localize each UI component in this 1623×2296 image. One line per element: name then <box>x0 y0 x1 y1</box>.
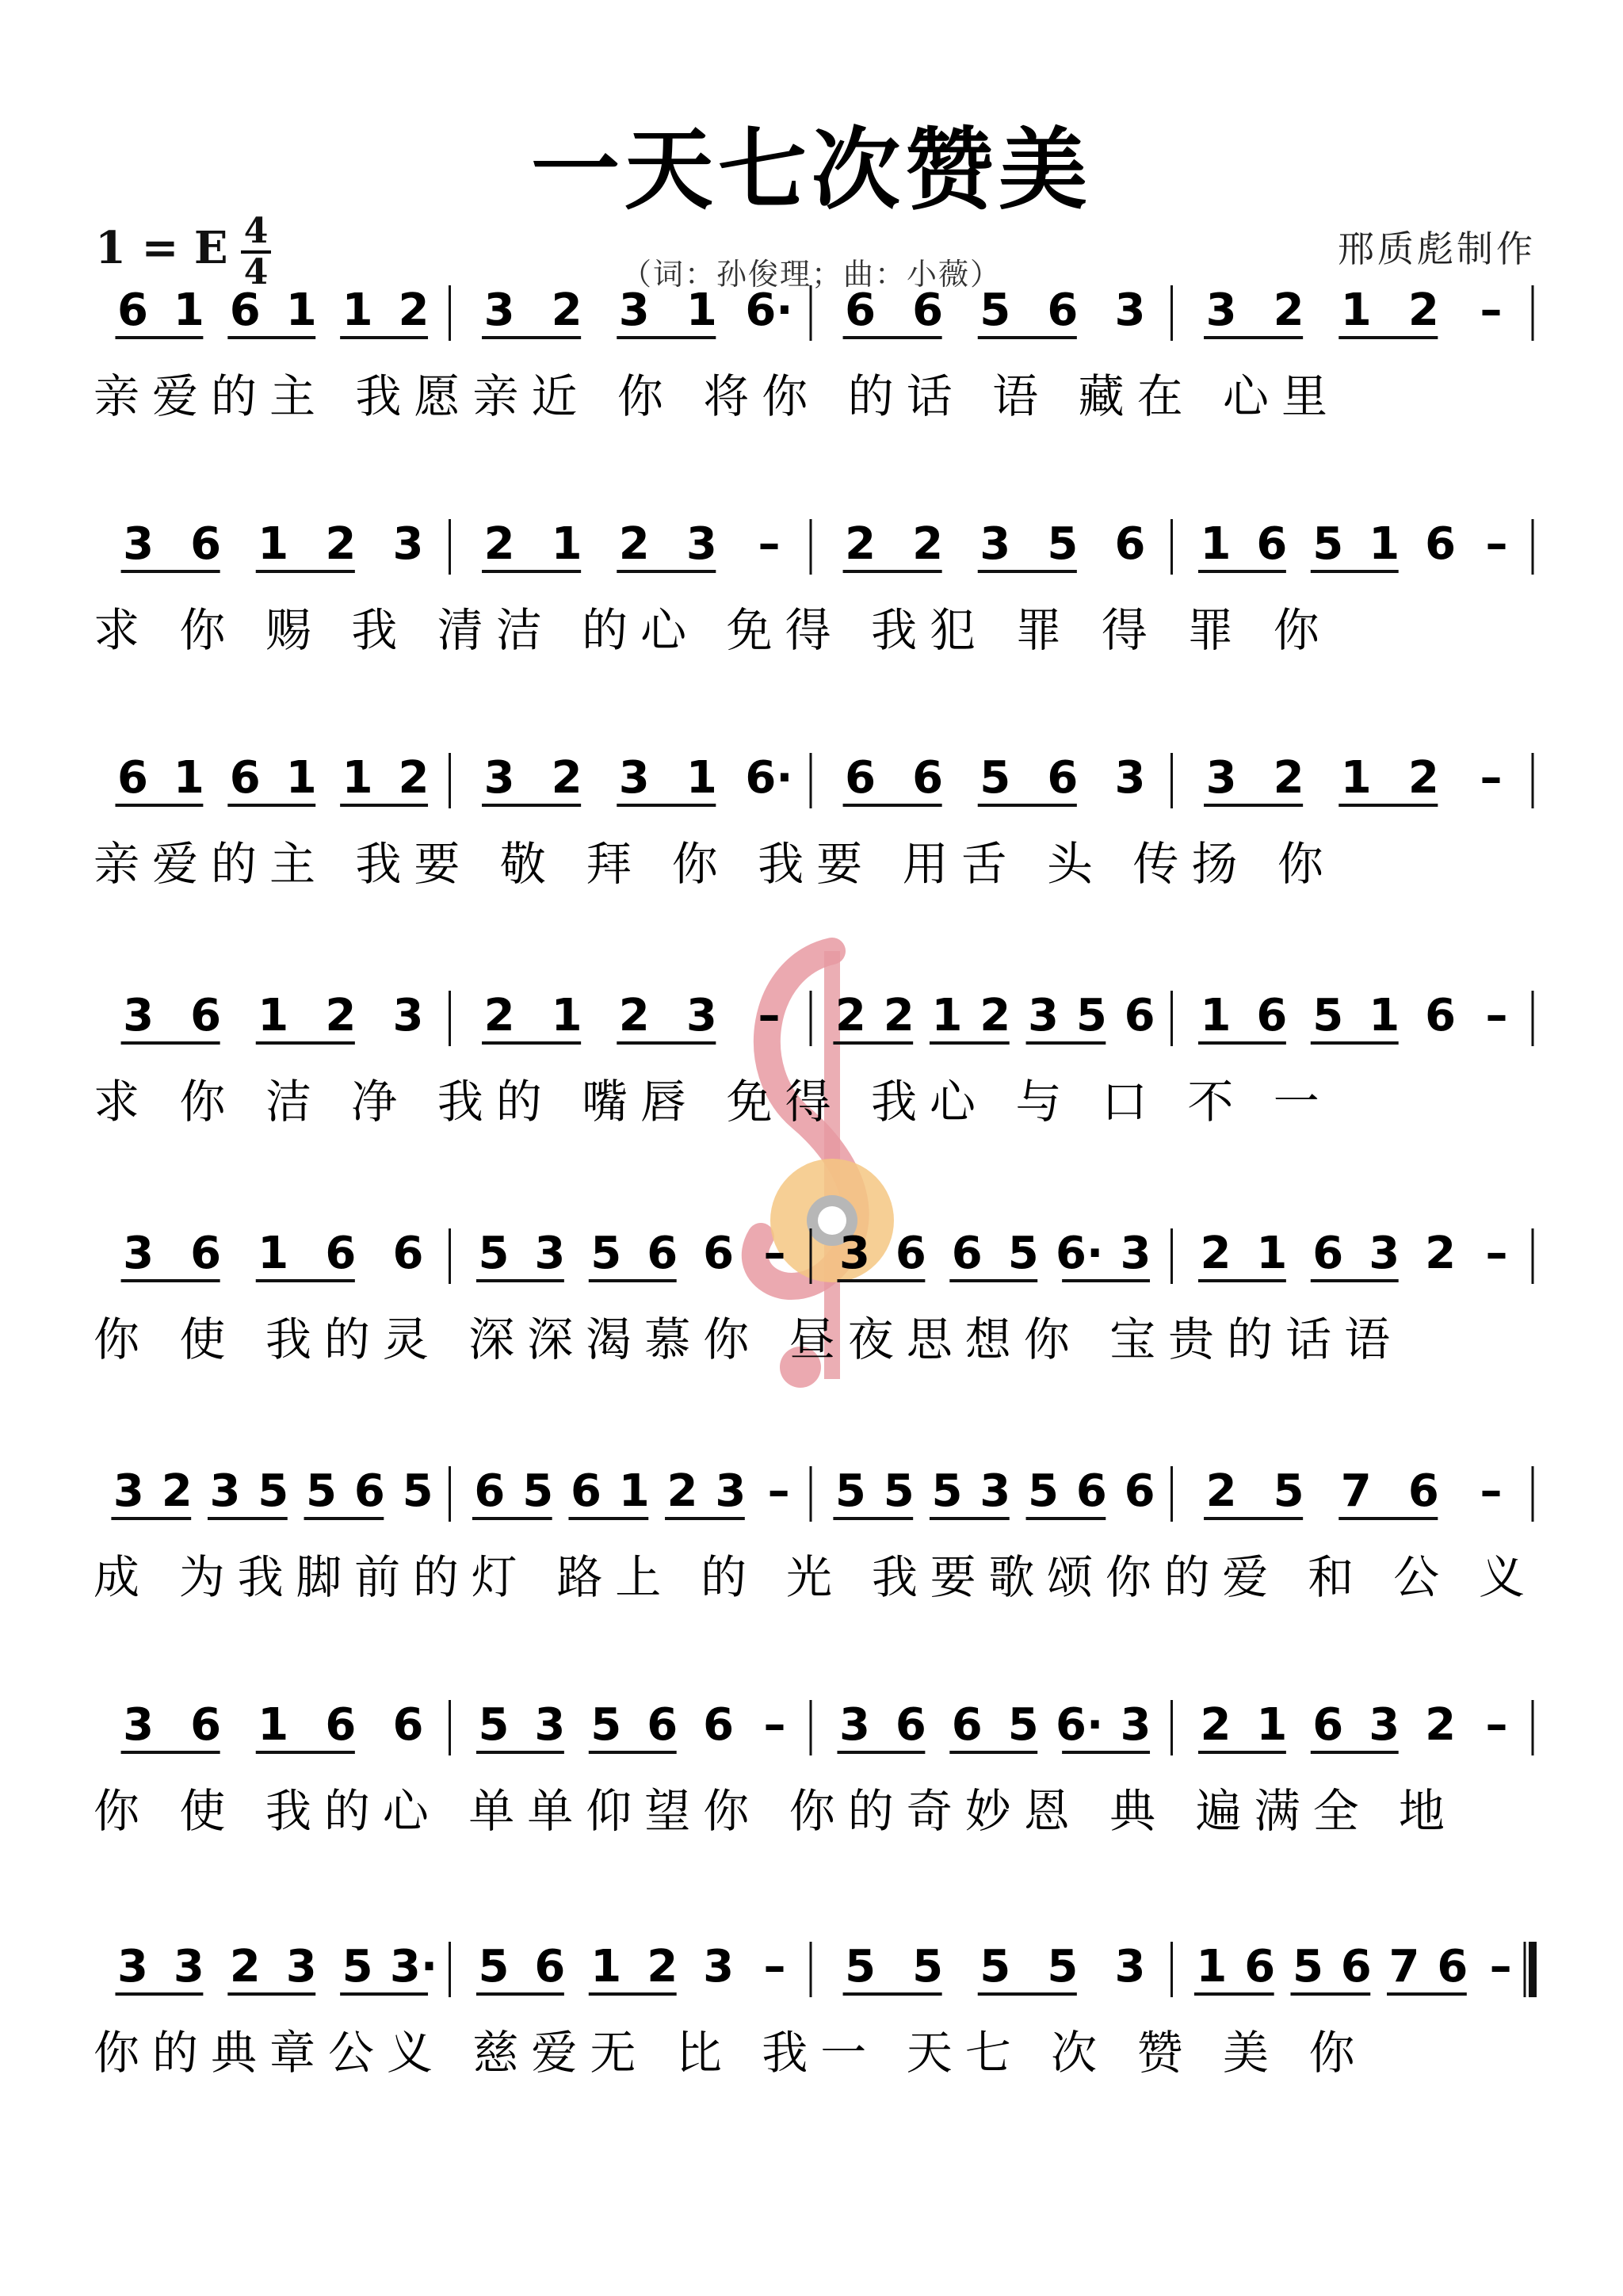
note-l3-m3-n3: 5 <box>980 752 1011 804</box>
note-l8-m1-n3: 2 <box>229 1941 261 1992</box>
note-l3-m2-n4: 1 <box>685 752 717 804</box>
note-l1-m3-n3: 5 <box>980 285 1011 336</box>
note-l8-m2-n6: – <box>763 1941 786 1992</box>
note-l8-m4-n4: 6 <box>1340 1941 1372 1992</box>
note-l5-m3-n5: 6· <box>1056 1228 1104 1279</box>
note-l2-m3-n4: 5 <box>1047 518 1079 570</box>
note-l5-m1-n5: 6 <box>392 1228 424 1279</box>
lyric-line-6: 成 为我脚前的灯 路上 的 光 我要歌颂你的爱 和 公 义 <box>94 1550 1537 1604</box>
note-l5-m2-n3: 5 <box>590 1228 622 1279</box>
note-l1-m1-n5: 1 <box>342 285 373 336</box>
note-l3-m2-n3: 3 <box>618 752 650 804</box>
note-l1-m3-n5: 3 <box>1114 285 1146 336</box>
note-l5-m4-n2: 1 <box>1256 1228 1288 1279</box>
note-l6-m2-n4: 1 <box>618 1465 650 1517</box>
lyric-line-7: 你 使 我的心 单单仰望你 你的奇妙恩 典 遍满全 地 <box>94 1784 1458 1838</box>
note-l5-m4-n1: 2 <box>1200 1228 1232 1279</box>
note-l1-m1-n1: 6 <box>116 285 148 336</box>
note-l4-m1-n3: 1 <box>258 990 289 1041</box>
note-l1-m1-n2: 1 <box>173 285 204 336</box>
note-l2-m2-n3: 2 <box>618 518 650 570</box>
note-l4-m1-n4: 2 <box>325 990 357 1041</box>
note-l8-m4-n2: 6 <box>1244 1941 1276 1992</box>
note-l4-m3-n6: 5 <box>1075 990 1107 1041</box>
note-l4-m4-n4: 1 <box>1369 990 1400 1041</box>
note-l5-m3-n3: 6 <box>951 1228 983 1279</box>
note-l7-m4-n4: 3 <box>1369 1699 1400 1751</box>
song-title: 一天七次赞美 <box>531 118 1092 222</box>
note-l5-m2-n5: 6 <box>703 1228 735 1279</box>
note-l5-m2-n1: 5 <box>478 1228 510 1279</box>
note-l7-m1-n4: 6 <box>325 1699 357 1751</box>
note-l5-m4-n5: 2 <box>1425 1228 1457 1279</box>
note-l2-m3-n3: 3 <box>980 518 1011 570</box>
note-l5-m3-n4: 5 <box>1007 1228 1039 1279</box>
note-l5-m2-n4: 6 <box>647 1228 678 1279</box>
note-l8-m4-n5: 7 <box>1388 1941 1420 1992</box>
note-l1-m4-n1: 3 <box>1205 285 1237 336</box>
note-l3-m4-n2: 2 <box>1273 752 1304 804</box>
note-l5-m4-n6: – <box>1485 1228 1508 1279</box>
note-l1-m1-n3: 6 <box>229 285 261 336</box>
lyric-line-3: 亲爱的主 我要 敬 拜 你 我要 用舌 头 传扬 你 <box>94 837 1336 891</box>
note-l7-m3-n5: 6· <box>1056 1699 1104 1751</box>
note-l3-m2-n2: 2 <box>551 752 582 804</box>
note-l8-m1-n2: 3 <box>173 1941 204 1992</box>
note-l7-m1-n1: 3 <box>123 1699 155 1751</box>
note-l7-m2-n3: 5 <box>590 1699 622 1751</box>
note-l8-m1-n4: 3 <box>285 1941 317 1992</box>
key-signature: 1 = E <box>95 222 228 274</box>
note-l5-m4-n3: 6 <box>1312 1228 1344 1279</box>
note-l7-m1-n3: 1 <box>258 1699 289 1751</box>
note-l3-m1-n2: 1 <box>173 752 204 804</box>
note-l2-m2-n5: – <box>758 518 781 570</box>
note-l8-m4-n3: 5 <box>1292 1941 1323 1992</box>
note-l7-m4-n2: 1 <box>1256 1699 1288 1751</box>
note-l2-m3-n1: 2 <box>845 518 876 570</box>
note-l1-m3-n2: 6 <box>912 285 944 336</box>
note-l6-m4-n2: 5 <box>1273 1465 1304 1517</box>
note-l1-m4-n2: 2 <box>1273 285 1304 336</box>
note-l4-m2-n5: – <box>758 990 781 1041</box>
note-l3-m2-n1: 3 <box>483 752 515 804</box>
note-l7-m4-n1: 2 <box>1200 1699 1232 1751</box>
note-l8-m4-n1: 1 <box>1196 1941 1228 1992</box>
note-l2-m4-n2: 6 <box>1256 518 1288 570</box>
note-l8-m4-n7: – <box>1489 1941 1512 1992</box>
note-l2-m1-n2: 6 <box>190 518 222 570</box>
note-l1-m2-n5: 6· <box>745 285 793 336</box>
lyric-line-4: 求 你 洁 净 我的 嘴唇 免得 我心 与 口 不 一 <box>94 1075 1332 1129</box>
note-l5-m2-n6: – <box>763 1228 786 1279</box>
note-l1-m2-n3: 3 <box>618 285 650 336</box>
note-l1-m3-n4: 6 <box>1047 285 1079 336</box>
note-l5-m2-n2: 3 <box>534 1228 566 1279</box>
note-l5-m3-n6: 3 <box>1120 1228 1151 1279</box>
note-l4-m2-n2: 1 <box>551 990 582 1041</box>
note-l3-m3-n2: 6 <box>912 752 944 804</box>
note-l2-m1-n1: 3 <box>123 518 155 570</box>
note-l2-m4-n5: 6 <box>1425 518 1457 570</box>
note-l8-m1-n5: 5 <box>342 1941 373 1992</box>
note-l6-m3-n2: 5 <box>883 1465 915 1517</box>
note-l5-m1-n2: 6 <box>190 1228 222 1279</box>
time-sig-bottom: 4 <box>243 252 269 292</box>
note-l7-m1-n5: 6 <box>392 1699 424 1751</box>
note-l7-m2-n5: 6 <box>703 1699 735 1751</box>
note-l4-m1-n5: 3 <box>392 990 424 1041</box>
note-l2-m2-n2: 1 <box>551 518 582 570</box>
note-l4-m1-n1: 3 <box>123 990 155 1041</box>
note-l3-m1-n4: 1 <box>285 752 317 804</box>
note-l6-m4-n3: 7 <box>1340 1465 1372 1517</box>
note-l4-m3-n4: 2 <box>980 990 1011 1041</box>
note-l3-m1-n3: 6 <box>229 752 261 804</box>
note-l6-m2-n3: 6 <box>570 1465 601 1517</box>
note-l6-m2-n7: – <box>767 1465 790 1517</box>
note-l2-m2-n1: 2 <box>483 518 515 570</box>
note-l4-m2-n4: 3 <box>685 990 717 1041</box>
note-l6-m2-n6: 3 <box>715 1465 747 1517</box>
note-l4-m4-n6: – <box>1485 990 1508 1041</box>
note-l3-m1-n6: 2 <box>398 752 430 804</box>
note-l2-m2-n4: 3 <box>685 518 717 570</box>
note-l2-m4-n3: 5 <box>1312 518 1344 570</box>
note-l6-m2-n5: 2 <box>666 1465 698 1517</box>
note-l3-m4-n3: 1 <box>1340 752 1372 804</box>
note-l5-m1-n4: 6 <box>325 1228 357 1279</box>
note-l6-m2-n2: 5 <box>522 1465 554 1517</box>
note-l6-m1-n3: 3 <box>209 1465 241 1517</box>
maker-credit: 邢质彪制作 <box>1338 227 1536 270</box>
note-l6-m4-n1: 2 <box>1205 1465 1237 1517</box>
note-l6-m1-n5: 5 <box>306 1465 338 1517</box>
note-l2-m4-n6: – <box>1485 518 1508 570</box>
note-l6-m1-n6: 6 <box>353 1465 385 1517</box>
note-l5-m4-n4: 3 <box>1369 1228 1400 1279</box>
note-l5-m3-n2: 6 <box>895 1228 926 1279</box>
note-l1-m3-n1: 6 <box>845 285 876 336</box>
note-l1-m1-n6: 2 <box>398 285 430 336</box>
note-l6-m3-n3: 5 <box>931 1465 963 1517</box>
note-l6-m3-n6: 6 <box>1075 1465 1107 1517</box>
note-l8-m4-n6: 6 <box>1437 1941 1468 1992</box>
note-l1-m4-n4: 2 <box>1407 285 1439 336</box>
note-l6-m3-n1: 5 <box>834 1465 866 1517</box>
note-l6-m3-n5: 5 <box>1028 1465 1060 1517</box>
note-l1-m1-n4: 1 <box>285 285 317 336</box>
note-l4-m3-n7: 6 <box>1124 990 1155 1041</box>
note-l7-m3-n1: 3 <box>838 1699 870 1751</box>
note-l7-m2-n2: 3 <box>534 1699 566 1751</box>
note-l3-m4-n1: 3 <box>1205 752 1237 804</box>
note-l1-m2-n1: 3 <box>483 285 515 336</box>
note-l4-m2-n1: 2 <box>483 990 515 1041</box>
note-l8-m1-n6: 3· <box>389 1941 438 1992</box>
note-l4-m4-n2: 6 <box>1256 990 1288 1041</box>
note-l3-m2-n5: 6· <box>745 752 793 804</box>
note-l3-m1-n1: 6 <box>116 752 148 804</box>
note-l2-m3-n2: 2 <box>912 518 944 570</box>
note-l1-m2-n2: 2 <box>551 285 582 336</box>
note-l6-m1-n7: 5 <box>402 1465 433 1517</box>
note-l2-m4-n4: 1 <box>1369 518 1400 570</box>
note-l6-m4-n5: – <box>1480 1465 1503 1517</box>
note-l6-m1-n4: 5 <box>258 1465 289 1517</box>
note-l6-m2-n1: 6 <box>474 1465 506 1517</box>
note-l7-m4-n3: 6 <box>1312 1699 1344 1751</box>
note-l5-m1-n1: 3 <box>123 1228 155 1279</box>
credits: （词：孙俊理；曲：小薇） <box>621 257 1002 292</box>
note-l8-m2-n3: 1 <box>590 1941 622 1992</box>
note-l8-m2-n1: 5 <box>478 1941 510 1992</box>
note-l3-m4-n4: 2 <box>1407 752 1439 804</box>
lyric-line-5: 你 使 我的灵 深深渴慕你 昼夜思想你 宝贵的话语 <box>94 1312 1403 1366</box>
note-l4-m4-n3: 5 <box>1312 990 1344 1041</box>
note-l8-m2-n4: 2 <box>647 1941 678 1992</box>
note-l4-m3-n5: 3 <box>1028 990 1060 1041</box>
note-l8-m3-n5: 3 <box>1114 1941 1146 1992</box>
note-l5-m3-n1: 3 <box>838 1228 870 1279</box>
time-sig-top: 4 <box>243 211 269 251</box>
note-l7-m2-n1: 5 <box>478 1699 510 1751</box>
note-l3-m3-n1: 6 <box>845 752 876 804</box>
note-l3-m4-n5: – <box>1480 752 1503 804</box>
note-l5-m1-n3: 1 <box>258 1228 289 1279</box>
note-l2-m1-n4: 2 <box>325 518 357 570</box>
note-l6-m1-n1: 3 <box>113 1465 144 1517</box>
note-l7-m4-n5: 2 <box>1425 1699 1457 1751</box>
note-l2-m1-n5: 3 <box>392 518 424 570</box>
note-l8-m3-n4: 5 <box>1047 1941 1079 1992</box>
note-l7-m3-n6: 3 <box>1120 1699 1151 1751</box>
note-l4-m4-n1: 1 <box>1200 990 1232 1041</box>
note-l7-m3-n3: 6 <box>951 1699 983 1751</box>
note-l6-m3-n4: 3 <box>980 1465 1011 1517</box>
note-l8-m2-n2: 6 <box>534 1941 566 1992</box>
note-l6-m3-n7: 6 <box>1124 1465 1155 1517</box>
note-l4-m3-n1: 2 <box>834 990 866 1041</box>
note-l1-m4-n5: – <box>1480 285 1503 336</box>
lyric-line-2: 求 你 赐 我 清洁 的心 免得 我犯 罪 得 罪 你 <box>94 603 1332 657</box>
note-l7-m2-n4: 6 <box>647 1699 678 1751</box>
note-l1-m2-n4: 1 <box>685 285 717 336</box>
note-l7-m1-n2: 6 <box>190 1699 222 1751</box>
note-l7-m2-n6: – <box>763 1699 786 1751</box>
note-l7-m3-n2: 6 <box>895 1699 926 1751</box>
note-l8-m3-n2: 5 <box>912 1941 944 1992</box>
note-l4-m2-n3: 2 <box>618 990 650 1041</box>
note-l2-m4-n1: 1 <box>1200 518 1232 570</box>
note-l4-m3-n3: 1 <box>931 990 963 1041</box>
note-l7-m4-n6: – <box>1485 1699 1508 1751</box>
note-l4-m3-n2: 2 <box>883 990 915 1041</box>
note-l6-m1-n2: 2 <box>161 1465 193 1517</box>
note-l3-m3-n4: 6 <box>1047 752 1079 804</box>
note-l4-m1-n2: 6 <box>190 990 222 1041</box>
note-l3-m3-n5: 3 <box>1114 752 1146 804</box>
note-l8-m3-n3: 5 <box>980 1941 1011 1992</box>
note-l2-m3-n5: 6 <box>1114 518 1146 570</box>
note-l8-m2-n5: 3 <box>703 1941 735 1992</box>
note-l2-m1-n3: 1 <box>258 518 289 570</box>
lyric-line-1: 亲爱的主 我愿亲近 你 将你 的话 语 藏在 心里 <box>94 369 1341 423</box>
note-l8-m3-n1: 5 <box>845 1941 876 1992</box>
note-l4-m4-n5: 6 <box>1425 990 1457 1041</box>
note-l1-m4-n3: 1 <box>1340 285 1372 336</box>
note-l6-m4-n4: 6 <box>1407 1465 1439 1517</box>
note-l8-m1-n1: 3 <box>116 1941 148 1992</box>
lyric-line-8: 你的典章公义 慈爱无 比 我一 天七 次 赞 美 你 <box>94 2026 1368 2080</box>
note-l7-m3-n4: 5 <box>1007 1699 1039 1751</box>
note-l3-m1-n5: 1 <box>342 752 373 804</box>
